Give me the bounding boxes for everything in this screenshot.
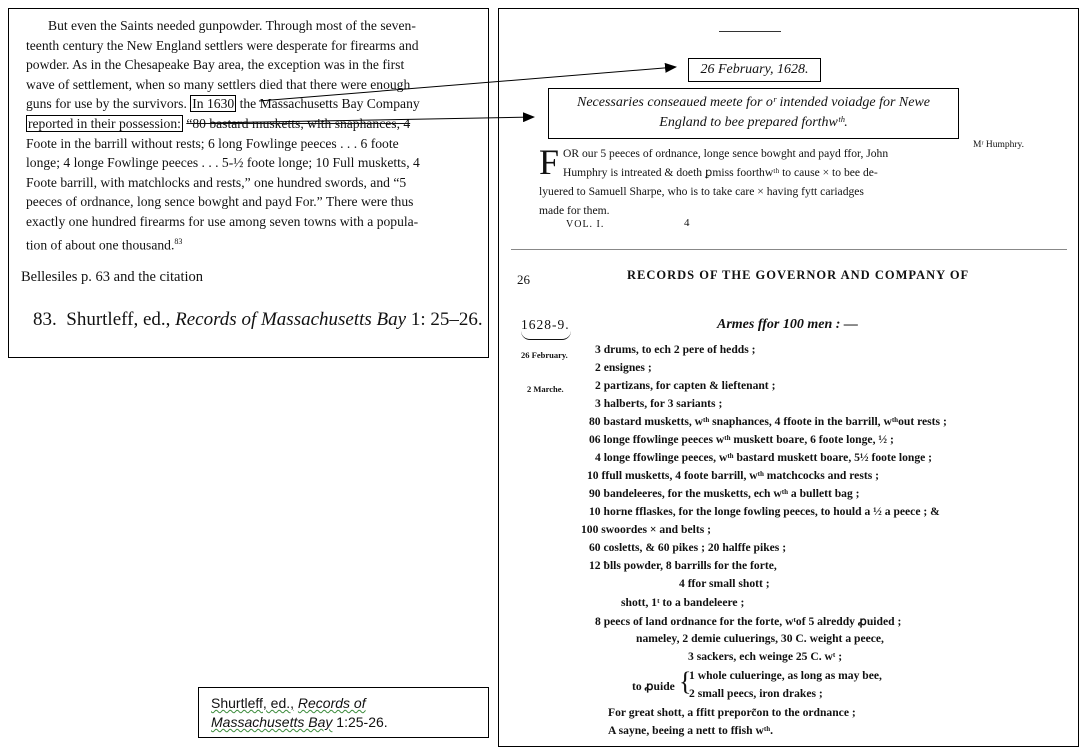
book-excerpt-panel bbox=[8, 8, 489, 358]
inventory-line: 4 ffor small shott ; bbox=[679, 577, 770, 590]
inventory-line: 3 drums, to ech 2 pere of hedds ; bbox=[595, 343, 756, 356]
inventory-line: shott, 1ᵗ to a bandeleere ; bbox=[621, 596, 745, 609]
page-divider bbox=[511, 249, 1067, 250]
footnote-83: 83. Shurtleff, ed., Records of Massachusetts Bay 1: 25–26. bbox=[33, 309, 483, 330]
drop-cap: F bbox=[539, 142, 560, 182]
margin-date-mar: 2 Marche. bbox=[527, 384, 564, 394]
inventory-line: 90 bandeleeres, for the musketts, ech wᵗʰ a bullett bag ; bbox=[589, 487, 860, 500]
inventory-line: 10 ffull musketts, 4 foote barrill, wᵗʰ matchcocks and rests ; bbox=[587, 469, 879, 482]
margin-note: Mʳ Humphry. bbox=[973, 140, 1025, 150]
inventory-line: 3 sackers, ech weinge 25 C. wᵗ ; bbox=[688, 650, 843, 663]
armes-heading: Armes ffor 100 men : — bbox=[717, 317, 858, 332]
inventory-line: nameley, 2 demie culuerings, 30 C. weight a peece, bbox=[636, 632, 884, 645]
inventory-line: 06 longe ffowlinge peeces wᵗʰ muskett boare, 6 foote longe, ½ ; bbox=[589, 433, 894, 446]
volume-label: VOL. I. bbox=[566, 219, 605, 230]
year-brace bbox=[521, 331, 571, 340]
margin-date-feb: 26 February. bbox=[521, 350, 568, 360]
ordnance-paragraph: OR our 5 peeces of ordnance, longe sence bowght and payd ffor, John Humphry is intreated & doeth ꝑmiss foorthwᵗʰ to cause × to bee de- lyuered to Samuell Sharpe, who is to take care × having fytt cariadges made for them. bbox=[539, 147, 889, 217]
inventory-line: 10 horne fflaskes, for the longe fowling peeces, to hould a ½ a peece ; & bbox=[589, 505, 940, 518]
inventory-line: 2 partizans, for capten & lieftenant ; bbox=[595, 379, 776, 392]
para-line: exactly one hundred firearms for use among seven towns with a popula- bbox=[26, 213, 419, 229]
para-line: wave of settlement, when so many settlers died that there were enough bbox=[26, 76, 411, 92]
inventory-line: 60 cosletts, & 60 pikes ; 20 halffe pikes ; bbox=[589, 541, 787, 554]
inventory-line: 2 ensignes ; bbox=[595, 361, 652, 374]
para-line: Foote barrill, with matchlocks and rests,” one hundred swords, and “5 bbox=[26, 174, 407, 190]
inventory-line: 12 ƀlls powder, 8 barrills for the forte, bbox=[589, 559, 777, 572]
year-margin: 1628-9. bbox=[521, 317, 570, 332]
para-line: reported in their possession: “80 bastard musketts, with snaphances, 4 bbox=[28, 115, 411, 131]
divider bbox=[719, 31, 781, 32]
running-head: RECORDS OF THE GOVERNOR AND COMPANY OF bbox=[627, 268, 970, 282]
footnote-ref: 83 bbox=[174, 236, 183, 246]
highlight-in-1630: In 1630 bbox=[192, 96, 235, 112]
to-provide-label: to ꝓuide bbox=[632, 680, 675, 693]
necessaries-title: Necessaries conseaued meete for oʳ intended voiadge for Newe England to bee prepared forthwᵗʰ. bbox=[548, 88, 959, 139]
para-line: But even the Saints needed gunpowder. Through most of the seven- bbox=[48, 18, 416, 33]
para-line: guns for use by the survivors. In 1630 the Massachusetts Bay Company bbox=[26, 96, 420, 112]
inventory-line: 8 peecs of land ordnance for the forte, wᵗof 5 alreddy ꝓuided ; bbox=[595, 615, 902, 628]
signature-mark: 4 bbox=[684, 217, 690, 229]
citation-box: Shurtleff, ed., Records of Massachusetts Bay 1:25-26. bbox=[198, 687, 489, 738]
para-line: tion of about one thousand.$^{83}$ bbox=[26, 236, 183, 253]
brace: { bbox=[679, 667, 692, 696]
para-line: longe; 4 longe Fowlinge peeces . . . 5-½ foote longe; 10 Full musketts, 4 bbox=[26, 155, 420, 171]
records-scan-panel bbox=[498, 8, 1079, 747]
inventory-line: A sayne, beeing a nett to ffish wᵗʰ. bbox=[608, 724, 773, 737]
book-paragraph bbox=[26, 16, 473, 255]
inventory-line: 2 small peecs, iron drakes ; bbox=[689, 687, 823, 700]
highlight-reported: reported in their possession: bbox=[28, 115, 181, 131]
inventory-line: For great shott, a ffitt preporc̃on to the ordnance ; bbox=[608, 706, 856, 719]
inventory-line: 3 halberts, for 3 sariants ; bbox=[595, 397, 723, 410]
para-line: teenth century the New England settlers were desperate for firearms and bbox=[26, 37, 419, 53]
inventory-line: 1 whole culueringe, as long as may bee, bbox=[689, 669, 882, 682]
inventory-line: 4 longe ffowlinge peeces, wᵗʰ bastard muskett boare, 5½ foote longe ; bbox=[595, 451, 933, 464]
inventory-line: 80 bastard musketts, wᵗʰ snaphances, 4 ffoote in the barrill, wᵗʰout rests ; bbox=[589, 415, 947, 428]
inventory-line: 100 swoordes × and belts ; bbox=[581, 523, 711, 536]
annotation-note: Bellesiles p. 63 and the citation bbox=[21, 269, 204, 285]
page-number: 26 bbox=[517, 272, 530, 287]
para-line: Foote in the barrill without rests; 6 long Fowlinge peeces . . . 6 foote bbox=[26, 135, 399, 151]
para-line: peeces of ordnance, long sence bowght and payd For.” There were thus bbox=[26, 194, 414, 210]
date-heading: 26 February, 1628. bbox=[688, 58, 821, 82]
para-line: powder. As in the Chesapeake Bay area, the exception was in the first bbox=[26, 57, 405, 73]
